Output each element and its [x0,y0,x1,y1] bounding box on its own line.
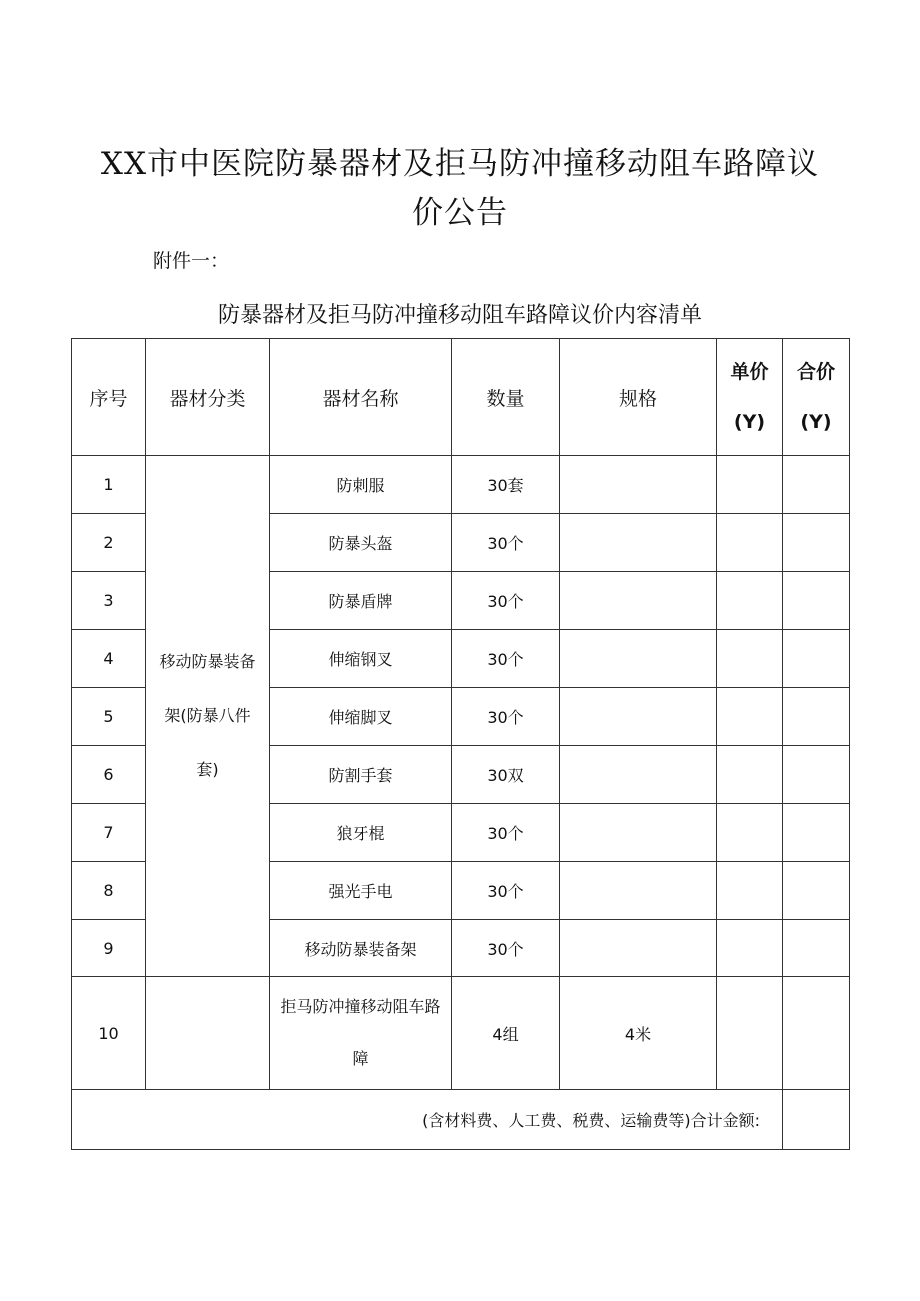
row-seq: 8 [72,862,146,920]
row-spec [560,688,717,746]
row-unit-price [717,572,783,630]
row-spec [560,920,717,977]
row-total-price [783,977,850,1090]
row-seq: 1 [72,456,146,514]
row-quantity: 30个 [452,630,560,688]
header-name: 器材名称 [270,339,452,456]
table-row [72,977,850,1090]
row-spec [560,804,717,862]
row-quantity: 30个 [452,862,560,920]
header-quantity: 数量 [452,339,560,456]
row-name: 防割手套 [270,746,452,804]
group-category-text: 移动防暴装备架(防暴八件套) [159,652,256,779]
row-spec [560,862,717,920]
header-seq: 序号 [72,339,146,456]
table-row [72,456,850,514]
header-unit-price-unit: (Y) [733,411,766,433]
row-name [270,977,452,1090]
header-unit-price-label: 单价 [730,361,769,383]
quotation-table [71,338,850,1150]
row-quantity: 30双 [452,746,560,804]
row-unit-price [717,862,783,920]
header-category: 器材分类 [146,339,270,456]
group-category-cell [146,456,270,977]
row-unit-price [717,746,783,804]
row-unit-price [717,688,783,746]
row-seq: 6 [72,746,146,804]
row-quantity: 30个 [452,688,560,746]
row-total-price [783,688,850,746]
total-amount-value [783,1090,850,1150]
row-quantity: 4组 [452,977,560,1090]
row-spec [560,572,717,630]
row-spec [560,514,717,572]
row-category-empty [146,977,270,1090]
row-name: 强光手电 [270,862,452,920]
row-spec [560,456,717,514]
row-total-price [783,630,850,688]
row-name: 移动防暴装备架 [270,920,452,977]
row-name: 防暴盾牌 [270,572,452,630]
row-unit-price [717,804,783,862]
row-quantity: 30个 [452,514,560,572]
row-name: 伸缩脚叉 [270,688,452,746]
row-seq: 9 [72,920,146,977]
row-seq: 4 [72,630,146,688]
row-quantity: 30套 [452,456,560,514]
header-total-price [783,339,850,456]
row-name: 伸缩钢叉 [270,630,452,688]
row-total-price [783,862,850,920]
row-total-price [783,456,850,514]
row-total-price [783,804,850,862]
row-total-price [783,514,850,572]
row-unit-price [717,977,783,1090]
row-seq: 7 [72,804,146,862]
row-name: 防暴头盔 [270,514,452,572]
total-row [72,1090,850,1150]
document-title-line2: 价公告 [412,195,508,231]
row-spec [560,630,717,688]
table-subtitle: 防暴器材及拒马防冲撞移动阻车路障议价内容清单 [217,303,702,328]
row-spec [560,746,717,804]
row-seq: 2 [72,514,146,572]
total-amount-label: (含材料费、人工费、税费、运输费等)合计金额: [72,1090,783,1150]
row-unit-price [717,920,783,977]
header-row [72,339,850,456]
row-quantity: 30个 [452,572,560,630]
header-spec: 规格 [560,339,717,456]
document-title-line1: XX市中医院防暴器材及拒马防冲撞移动阻车路障议 [100,146,820,182]
row-total-price [783,920,850,977]
row-total-price [783,572,850,630]
row-seq: 10 [72,977,146,1090]
row-seq: 3 [72,572,146,630]
row-name: 防刺服 [270,456,452,514]
header-total-price-unit: (Y) [800,411,832,433]
row-unit-price [717,456,783,514]
row-quantity: 30个 [452,804,560,862]
row-seq: 5 [72,688,146,746]
row-spec: 4米 [560,977,717,1090]
row-name: 狼牙棍 [270,804,452,862]
header-unit-price [717,339,783,456]
row-name-text: 拒马防冲撞移动阻车路障 [280,997,441,1068]
row-unit-price [717,630,783,688]
row-total-price [783,746,850,804]
row-quantity: 30个 [452,920,560,977]
header-total-price-label: 合价 [796,361,835,383]
attachment-label: 附件一： [153,250,230,272]
row-unit-price [717,514,783,572]
